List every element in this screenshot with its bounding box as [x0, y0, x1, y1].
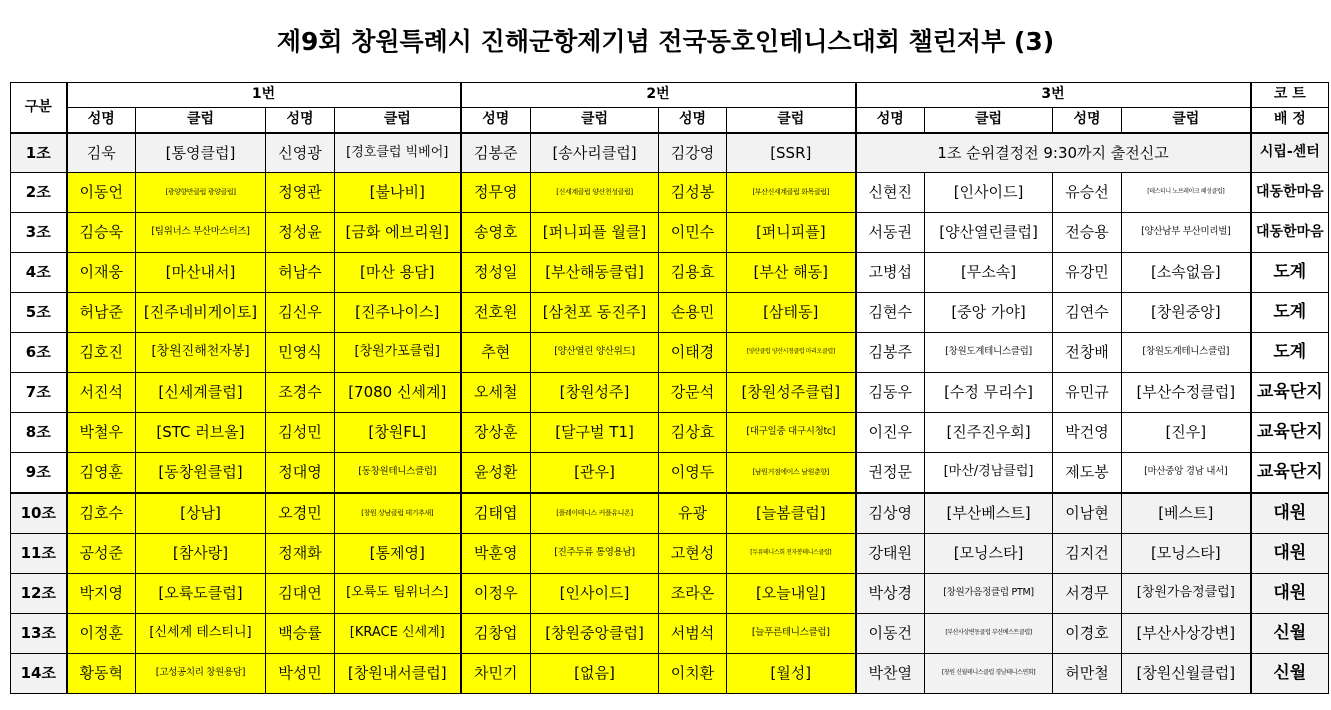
- player-club: [신세계 테스티니]: [136, 614, 266, 654]
- club-header: 클럽: [1122, 108, 1251, 134]
- group-cell: 1조: [11, 133, 67, 173]
- player-name: 김봉주: [856, 333, 925, 373]
- player-club: [마산/경남클럽]: [925, 453, 1053, 494]
- court-assignment: 신월: [1251, 614, 1329, 654]
- table-row: [11, 614, 1329, 654]
- player-club: [창원내서클럽]: [335, 654, 461, 694]
- player-club: [통제영]: [335, 534, 461, 574]
- player-club: [삼테동]: [727, 293, 856, 333]
- bracket-table: [10, 82, 1329, 694]
- name-header: 성명: [461, 108, 531, 134]
- player-club: [부산해동클럽]: [531, 253, 659, 293]
- player-club: [두류테니스회 천자봉테니스클럽]: [727, 534, 856, 574]
- court-assignment: 시립-센터: [1251, 133, 1329, 173]
- player-name: 김지건: [1053, 534, 1122, 574]
- group-header: 구분: [11, 83, 67, 134]
- player-name: 김태엽: [461, 493, 531, 534]
- player-name: 박상경: [856, 574, 925, 614]
- player-name: 김현수: [856, 293, 925, 333]
- player-club: [없음]: [531, 654, 659, 694]
- player-club: [동창원클럽]: [136, 453, 266, 494]
- player-club: [양산클럽 양산시청클럽 마리오클럽]: [727, 333, 856, 373]
- player-name: 박지영: [67, 574, 136, 614]
- name-header: 성명: [67, 108, 136, 134]
- player-name: 김욱: [67, 133, 136, 173]
- player-club: [통영클럽]: [136, 133, 266, 173]
- slot2-header: 2번: [461, 83, 856, 108]
- group-cell: 5조: [11, 293, 67, 333]
- player-club: [남원거점에이스 남원춘향]: [727, 453, 856, 494]
- player-club: [오늘내일]: [727, 574, 856, 614]
- player-club: [경호클럽 빅베어]: [335, 133, 461, 173]
- page-title: 제9회 창원특례시 진해군항제기념 전국동호인테니스대회 챌린저부 (3): [276, 27, 1055, 56]
- player-club: [부산사상강변]: [1122, 614, 1251, 654]
- court-assignment: 대동한마음: [1251, 213, 1329, 253]
- player-name: 서범석: [659, 614, 727, 654]
- player-club: [양산열린 양산위드]: [531, 333, 659, 373]
- player-club: [무소속]: [925, 253, 1053, 293]
- player-club: [창원도계테니스클럽]: [1122, 333, 1251, 373]
- player-club: [늘봄클럽]: [727, 493, 856, 534]
- player-club: [부산신세계클럽 화목클럽]: [727, 173, 856, 213]
- table-row: [11, 413, 1329, 453]
- player-name: 유광: [659, 493, 727, 534]
- player-name: 손용민: [659, 293, 727, 333]
- group-cell: 3조: [11, 213, 67, 253]
- player-club: [금화 에브리원]: [335, 213, 461, 253]
- group-cell: 2조: [11, 173, 67, 213]
- player-club: [테스티니 노브레이크 혜성클럽]: [1122, 173, 1251, 213]
- player-name: 윤성환: [461, 453, 531, 494]
- player-club: [오륙도 팀위너스]: [335, 574, 461, 614]
- player-name: 이재웅: [67, 253, 136, 293]
- player-club: [창원성주]: [531, 373, 659, 413]
- table-row: [11, 173, 1329, 213]
- group-cell: 14조: [11, 654, 67, 694]
- player-club: [모닝스타]: [925, 534, 1053, 574]
- court-assignment: 대원: [1251, 493, 1329, 534]
- player-name: 고현성: [659, 534, 727, 574]
- player-name: 김성민: [266, 413, 335, 453]
- player-club: [삼천포 동진주]: [531, 293, 659, 333]
- player-club: [늘푸른테니스클럽]: [727, 614, 856, 654]
- player-club: [마산중앙 경남 내서]: [1122, 453, 1251, 494]
- player-name: 김영훈: [67, 453, 136, 494]
- player-name: 이영두: [659, 453, 727, 494]
- player-name: 유강민: [1053, 253, 1122, 293]
- table-row: [11, 574, 1329, 614]
- court-assignment: 대원: [1251, 534, 1329, 574]
- header-row-bottom: [11, 108, 1329, 134]
- table-row: [11, 534, 1329, 574]
- player-club: [월성]: [727, 654, 856, 694]
- player-club: [창원중앙클럽]: [531, 614, 659, 654]
- player-club: [고성공치리 창원용담]: [136, 654, 266, 694]
- player-club: [진주두류 통영용남]: [531, 534, 659, 574]
- player-club: [창원도계테니스클럽]: [925, 333, 1053, 373]
- player-name: 서진석: [67, 373, 136, 413]
- player-club: [상남]: [136, 493, 266, 534]
- player-club: [창원 신월테니스클럽 경남테니스연회]: [925, 654, 1053, 694]
- group-note: 1조 순위결정전 9:30까지 출전신고: [856, 133, 1251, 173]
- player-name: 김신우: [266, 293, 335, 333]
- group-cell: 12조: [11, 574, 67, 614]
- table-row: [11, 654, 1329, 694]
- player-name: 이민수: [659, 213, 727, 253]
- player-club: [동창원테니스클럽]: [335, 453, 461, 494]
- player-name: 정영관: [266, 173, 335, 213]
- player-name: 신영광: [266, 133, 335, 173]
- player-club: [창원가포클럽]: [335, 333, 461, 373]
- group-cell: 10조: [11, 493, 67, 534]
- player-name: 김대연: [266, 574, 335, 614]
- player-name: 정성일: [461, 253, 531, 293]
- player-name: 정대영: [266, 453, 335, 494]
- player-club: [대구일중 대구시청tc]: [727, 413, 856, 453]
- player-club: [부산베스트]: [925, 493, 1053, 534]
- club-header: 클럽: [727, 108, 856, 134]
- player-club: [창원진해천자봉]: [136, 333, 266, 373]
- slot1-header: 1번: [67, 83, 461, 108]
- player-name: 이정훈: [67, 614, 136, 654]
- player-name: 유민규: [1053, 373, 1122, 413]
- player-club: [중앙 가야]: [925, 293, 1053, 333]
- player-name: 김호진: [67, 333, 136, 373]
- player-name: 김호수: [67, 493, 136, 534]
- player-club: [부산수정클럽]: [1122, 373, 1251, 413]
- player-name: 제도봉: [1053, 453, 1122, 494]
- group-cell: 4조: [11, 253, 67, 293]
- player-club: [KRACE 신세계]: [335, 614, 461, 654]
- player-name: 김승욱: [67, 213, 136, 253]
- player-club: [창원가음정클럽 PTM]: [925, 574, 1053, 614]
- player-club: [광양향만클럽 광양클럽]: [136, 173, 266, 213]
- player-name: 김봉준: [461, 133, 531, 173]
- player-name: 황동혁: [67, 654, 136, 694]
- player-name: 김상영: [856, 493, 925, 534]
- player-club: [인사이드]: [925, 173, 1053, 213]
- player-name: 김용효: [659, 253, 727, 293]
- player-name: 송영호: [461, 213, 531, 253]
- player-name: 조라온: [659, 574, 727, 614]
- player-name: 허남준: [67, 293, 136, 333]
- table-row: [11, 333, 1329, 373]
- court-assignment: 교육단지: [1251, 453, 1329, 494]
- player-club: [수정 무리수]: [925, 373, 1053, 413]
- player-club: [부산사상변동클럽 부산베스트클럽]: [925, 614, 1053, 654]
- player-club: [진주진우회]: [925, 413, 1053, 453]
- club-header: 클럽: [136, 108, 266, 134]
- slot3-header: 3번: [856, 83, 1251, 108]
- player-name: 정재화: [266, 534, 335, 574]
- group-cell: 11조: [11, 534, 67, 574]
- player-name: 추현: [461, 333, 531, 373]
- player-name: 박철우: [67, 413, 136, 453]
- player-name: 신현진: [856, 173, 925, 213]
- player-name: 박훈영: [461, 534, 531, 574]
- club-header: 클럽: [531, 108, 659, 134]
- player-name: 이경호: [1053, 614, 1122, 654]
- player-name: 서동권: [856, 213, 925, 253]
- player-name: 민영식: [266, 333, 335, 373]
- player-club: [플레이테니스 커플유니온]: [531, 493, 659, 534]
- player-name: 정성윤: [266, 213, 335, 253]
- player-club: [창원성주클럽]: [727, 373, 856, 413]
- player-name: 장상훈: [461, 413, 531, 453]
- player-club: [팀위너스 부산마스터즈]: [136, 213, 266, 253]
- court-assignment: 대원: [1251, 574, 1329, 614]
- player-club: [퍼니피플]: [727, 213, 856, 253]
- player-name: 김상효: [659, 413, 727, 453]
- player-club: [송사리클럽]: [531, 133, 659, 173]
- player-club: [마산 용담]: [335, 253, 461, 293]
- player-club: [창원FL]: [335, 413, 461, 453]
- player-club: [달구벌 T1]: [531, 413, 659, 453]
- group-cell: 8조: [11, 413, 67, 453]
- header-row-top: [11, 83, 1329, 108]
- player-club: [STC 러브올]: [136, 413, 266, 453]
- player-name: 이정우: [461, 574, 531, 614]
- player-club: [소속없음]: [1122, 253, 1251, 293]
- table-row: [11, 253, 1329, 293]
- court-assignment: 도계: [1251, 293, 1329, 333]
- name-header: 성명: [856, 108, 925, 134]
- player-club: [7080 신세계]: [335, 373, 461, 413]
- player-club: [양산열린클럽]: [925, 213, 1053, 253]
- player-name: 차민기: [461, 654, 531, 694]
- name-header: 성명: [659, 108, 727, 134]
- player-name: 백승률: [266, 614, 335, 654]
- club-header: 클럽: [925, 108, 1053, 134]
- table-row: [11, 453, 1329, 494]
- player-name: 유승선: [1053, 173, 1122, 213]
- player-club: [진주네비게이토]: [136, 293, 266, 333]
- player-club: [퍼니피플 월클]: [531, 213, 659, 253]
- player-name: 김창업: [461, 614, 531, 654]
- club-header: 클럽: [335, 108, 461, 134]
- player-name: 이남현: [1053, 493, 1122, 534]
- player-club: [베스트]: [1122, 493, 1251, 534]
- player-club: [참사랑]: [136, 534, 266, 574]
- player-name: 고병섭: [856, 253, 925, 293]
- player-name: 강태원: [856, 534, 925, 574]
- table-row: [11, 293, 1329, 333]
- player-club: [부산 해동]: [727, 253, 856, 293]
- group-cell: 9조: [11, 453, 67, 494]
- player-club: [인사이드]: [531, 574, 659, 614]
- player-club: [창원신월클럽]: [1122, 654, 1251, 694]
- player-club: [마산내서]: [136, 253, 266, 293]
- court-assignment: 신월: [1251, 654, 1329, 694]
- player-name: 전승용: [1053, 213, 1122, 253]
- player-name: 김강영: [659, 133, 727, 173]
- table-row: [11, 493, 1329, 534]
- court-assignment: 도계: [1251, 333, 1329, 373]
- player-name: 전호원: [461, 293, 531, 333]
- player-name: 박찬열: [856, 654, 925, 694]
- player-name: 오세철: [461, 373, 531, 413]
- table-row: [11, 213, 1329, 253]
- player-name: 허남수: [266, 253, 335, 293]
- player-club: [양산남부 부산미리벌]: [1122, 213, 1251, 253]
- player-club: [신세계클럽]: [136, 373, 266, 413]
- player-name: 이동건: [856, 614, 925, 654]
- player-club: [창원가음정클럽]: [1122, 574, 1251, 614]
- player-name: 강문석: [659, 373, 727, 413]
- player-name: 이동언: [67, 173, 136, 213]
- player-name: 허만철: [1053, 654, 1122, 694]
- player-club: [관우]: [531, 453, 659, 494]
- player-name: 김연수: [1053, 293, 1122, 333]
- player-name: 공성준: [67, 534, 136, 574]
- group-cell: 13조: [11, 614, 67, 654]
- name-header: 성명: [266, 108, 335, 134]
- group-cell: 7조: [11, 373, 67, 413]
- player-name: 정무영: [461, 173, 531, 213]
- player-name: 서경무: [1053, 574, 1122, 614]
- name-header: 성명: [1053, 108, 1122, 134]
- player-name: 박건영: [1053, 413, 1122, 453]
- player-club: [SSR]: [727, 133, 856, 173]
- player-name: 이치환: [659, 654, 727, 694]
- bracket-body: [11, 133, 1329, 694]
- court-assignment: 대동한마음: [1251, 173, 1329, 213]
- player-name: 김동우: [856, 373, 925, 413]
- player-club: [창원중앙]: [1122, 293, 1251, 333]
- player-name: 오경민: [266, 493, 335, 534]
- player-club: [모닝스타]: [1122, 534, 1251, 574]
- player-club: [신세계클럽 양산천성클럽]: [531, 173, 659, 213]
- player-name: 이태경: [659, 333, 727, 373]
- table-row: [11, 133, 1329, 173]
- table-row: [11, 373, 1329, 413]
- court-assignment: 도계: [1251, 253, 1329, 293]
- player-name: 권정문: [856, 453, 925, 494]
- player-name: 이진우: [856, 413, 925, 453]
- player-club: [창원 상남클럽 테기추새]: [335, 493, 461, 534]
- player-club: [진우]: [1122, 413, 1251, 453]
- player-club: [불나비]: [335, 173, 461, 213]
- court-header-bottom: 배 정: [1251, 108, 1329, 134]
- player-name: 전창배: [1053, 333, 1122, 373]
- player-name: 김성봉: [659, 173, 727, 213]
- player-name: 박성민: [266, 654, 335, 694]
- player-club: [진주나이스]: [335, 293, 461, 333]
- player-club: [오륙도클럽]: [136, 574, 266, 614]
- court-assignment: 교육단지: [1251, 413, 1329, 453]
- court-header-top: 코 트: [1251, 83, 1329, 108]
- group-cell: 6조: [11, 333, 67, 373]
- court-assignment: 교육단지: [1251, 373, 1329, 413]
- player-name: 조경수: [266, 373, 335, 413]
